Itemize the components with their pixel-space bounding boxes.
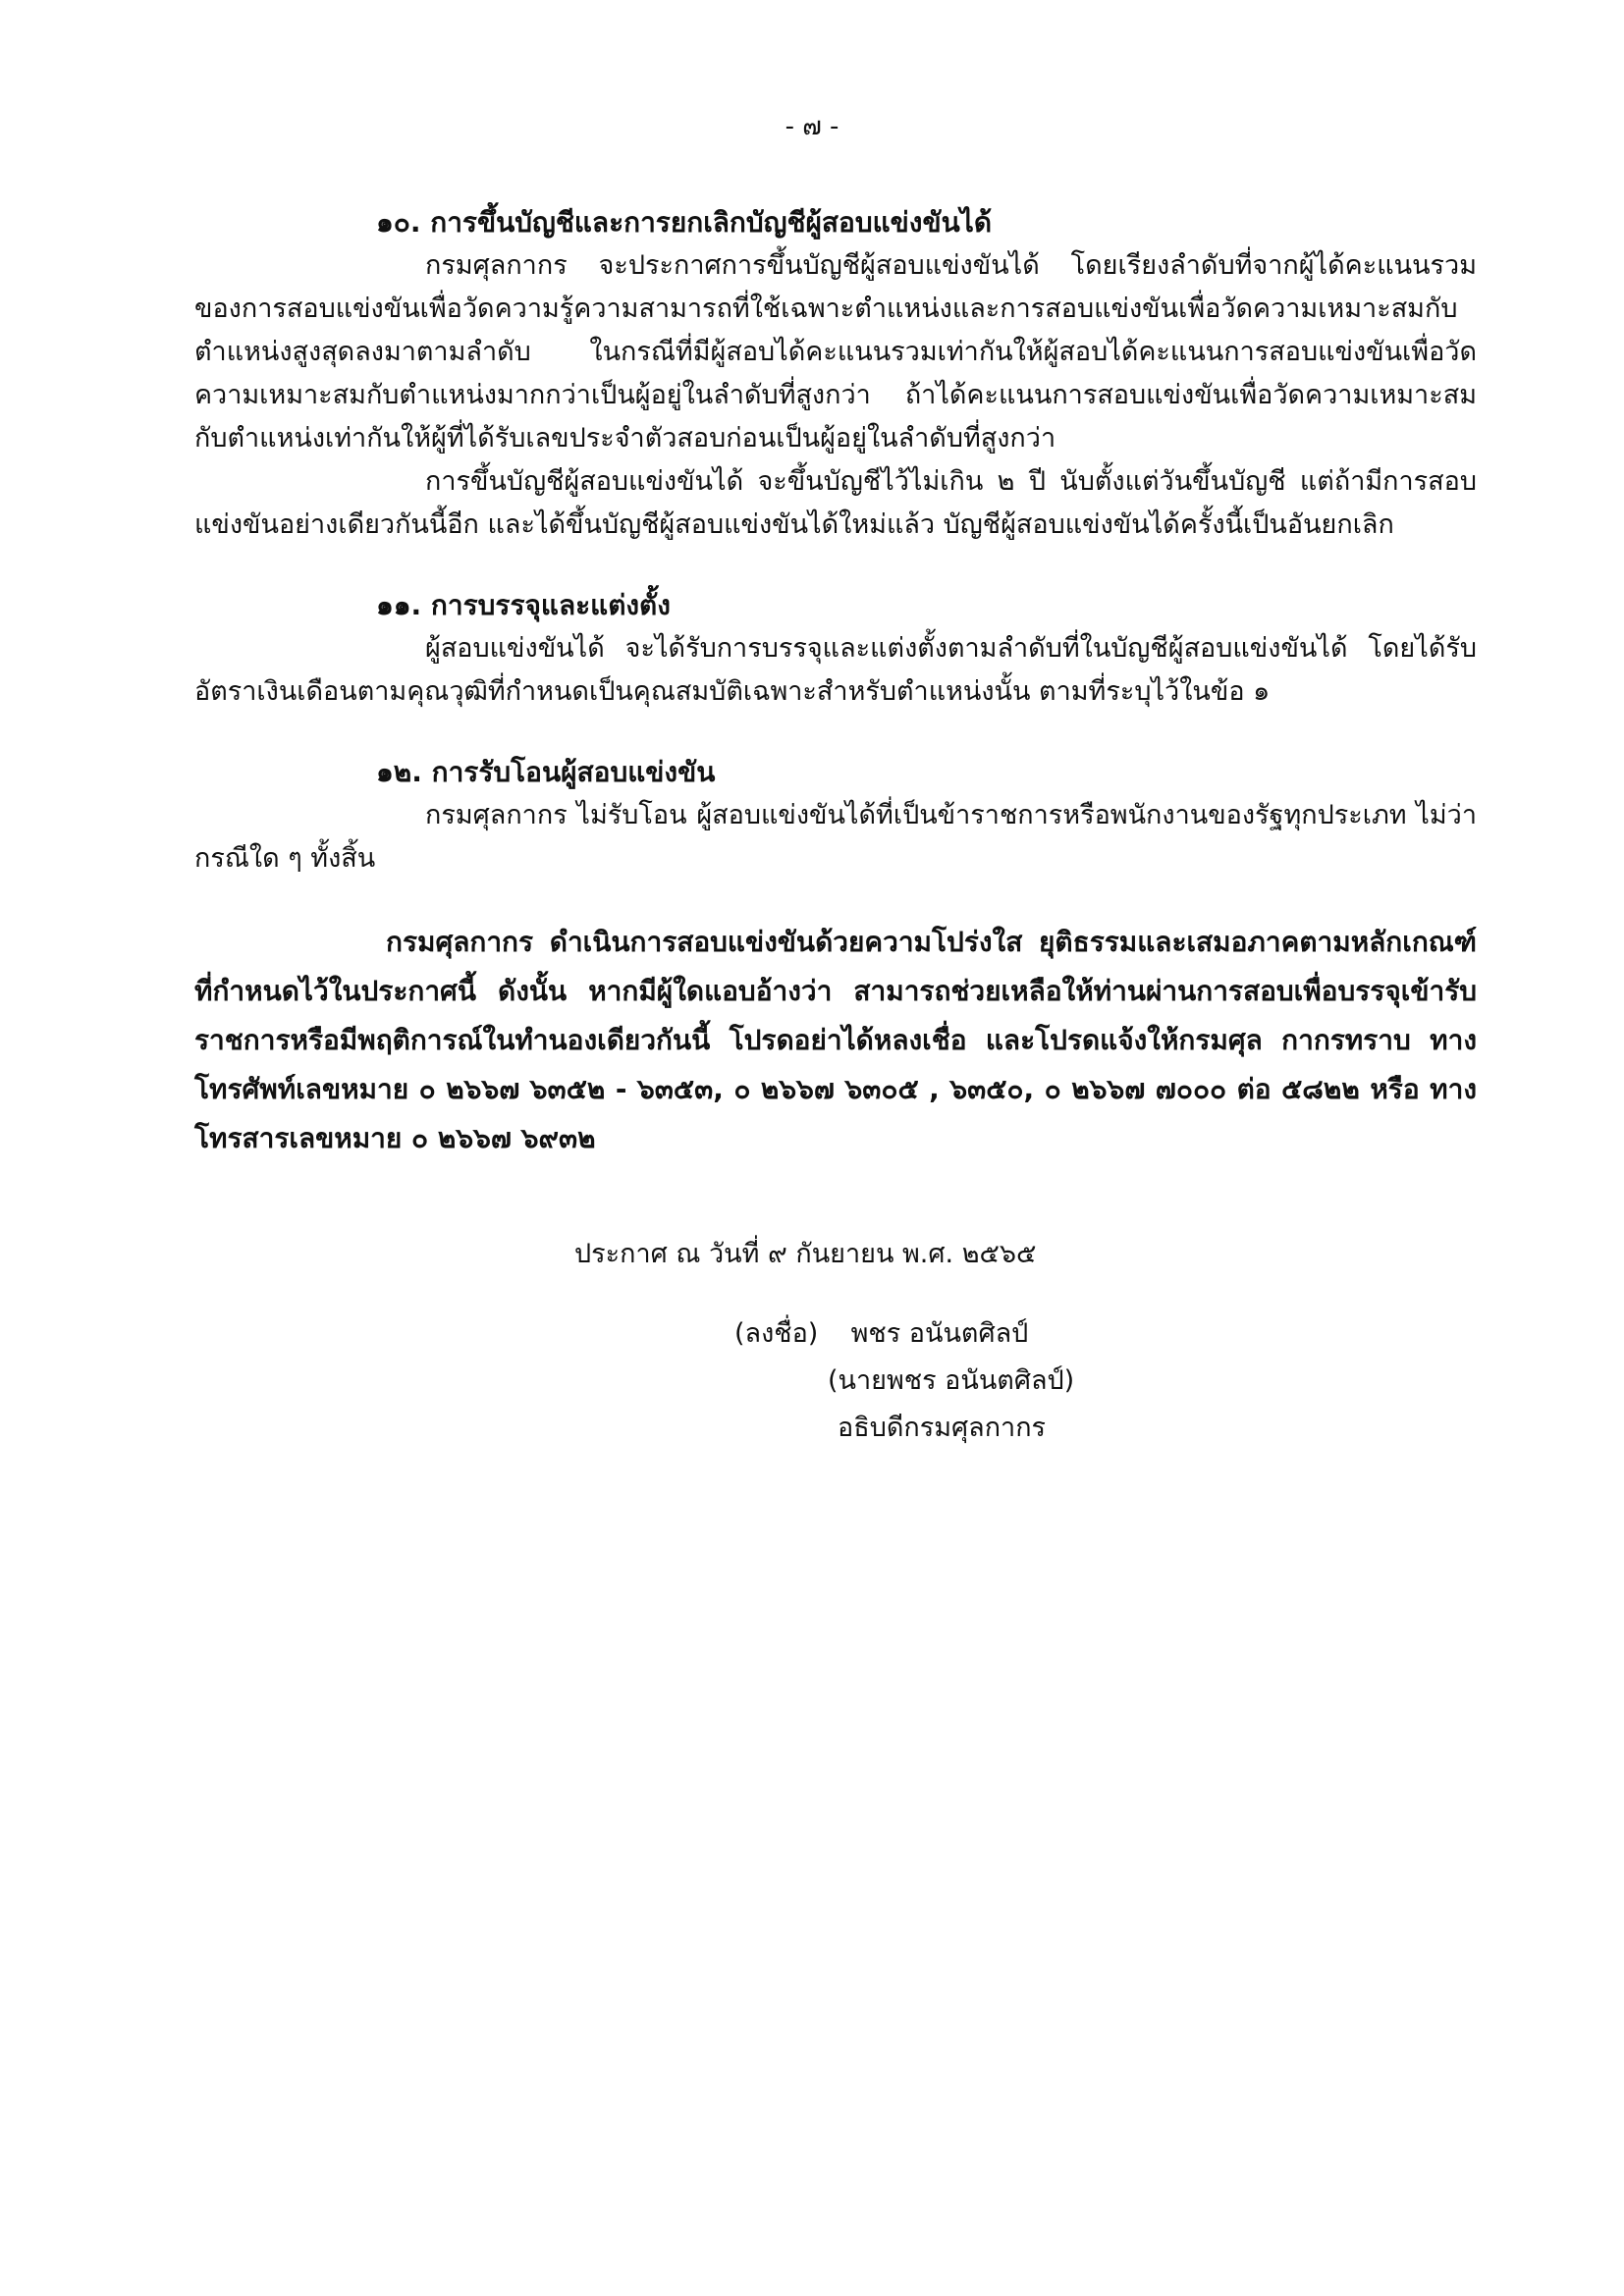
document-body [194, 201, 1477, 1163]
section-paragraph: ผู้สอบแข่งขันได้ จะได้รับการบรรจุและแต่งตั้งตามลำดับที่ในบัญชีผู้สอบแข่งขันได้ โดยได้รับอัตราเงินเดือนตามคุณวุฒิที่กำหนดเป็นคุณสมบัติเฉพาะสำหรับตำแหน่งนั้น ตามที่ระบุไว้ในข้อ ๑ [194, 633, 1477, 707]
section-10 [194, 201, 1477, 547]
signed-name: พชร อนันตศิลป์ [850, 1318, 1029, 1349]
section-12 [194, 751, 1477, 881]
signature-block [734, 1310, 1074, 1452]
signature-line [734, 1310, 1074, 1358]
section-heading: ๑๒. การรับโอนผู้สอบแข่งขัน [376, 756, 716, 788]
section-spacer [194, 714, 1477, 751]
printed-name: (นายพชร อนันตศิลป์) [828, 1365, 1075, 1396]
section-11 [194, 584, 1477, 714]
section-paragraph: กรมศุลกากร ไม่รับโอน ผู้สอบแข่งขันได้ที่เป็นข้าราชการหรือพนักงานของรัฐทุกประเภท ไม่ว่ากรณีใด ๆ ทั้งสิ้น [194, 800, 1477, 874]
section-paragraph: กรมศุลกากร จะประกาศการขึ้นบัญชีผู้สอบแข่งขันได้ โดยเรียงลำดับที่จากผู้ได้คะแนนรวมของการสอบแข่งขันเพื่อวัดความรู้ความสามารถที่ใช้เฉพาะตำแหน่งและการสอบแข่งขันเพื่อวัดความเหมาะสมกับตำแหน่งสูงสุดลงมาตามลำดับ ในกรณีที่มีผู้สอบได้คะแนนรวมเท่ากันให้ผู้สอบได้คะแนนการสอบแข่งขันเพื่อวัดความเหมาะสมกับตำแหน่งมากกว่าเป็นผู้อยู่ในลำดับที่สูงกว่า ถ้าได้คะแนนการสอบแข่งขันเพื่อวัดความเหมาะสมกับตำแหน่งเท่ากันให้ผู้ที่ได้รับเลขประจำตัวสอบก่อนเป็นผู้อยู่ในลำดับที่สูงกว่า [194, 250, 1477, 454]
announcement-date: ประกาศ ณ วันที่ ๙ กันยายน พ.ศ. ๒๕๖๕ [574, 1239, 1037, 1269]
page-number: - ๗ - [785, 112, 839, 141]
section-spacer [194, 881, 1477, 918]
transparency-notice: กรมศุลกากร ดำเนินการสอบแข่งขันด้วยความโปร่งใส ยุติธรรมและเสมอภาคตามหลักเกณฑ์ที่กำหนดไว้ในประกาศนี้ ดังนั้น หากมีผู้ใดแอบอ้างว่า สามารถช่วยเหลือให้ท่านผ่านการสอบเพื่อบรรจุเข้ารับราชการหรือมีพฤติการณ์ในทำนองเดียวกันนี้ โปรดอย่าได้หลงเชื่อ และโปรดแจ้งให้กรมศุล กากรทราบ ทางโทรศัพท์เลขหมาย ๐ ๒๖๖๗ ๖๓๕๒ - ๖๓๕๓, ๐ ๒๖๖๗ ๖๓๐๕ , ๖๓๕๐, ๐ ๒๖๖๗ ๗๐๐๐ ต่อ ๕๘๒๒ หรือ ทางโทรสารเลขหมาย ๐ ๒๖๖๗ ๖๙๓๒ [194, 926, 1477, 1154]
section-heading: ๑๐. การขึ้นบัญชีและการยกเลิกบัญชีผู้สอบแข่งขันได้ [376, 206, 993, 239]
section-spacer [194, 547, 1477, 584]
signer-title: อธิบดีกรมศุลกากร [838, 1413, 1047, 1443]
section-heading: ๑๑. การบรรจุและแต่งตั้ง [376, 589, 671, 621]
signature-prefix: (ลงชื่อ) [734, 1318, 819, 1349]
section-paragraph: การขึ้นบัญชีผู้สอบแข่งขันได้ จะขึ้นบัญชีไว้ไม่เกิน ๒ ปี นับตั้งแต่วันขึ้นบัญชี แต่ถ้ามีการสอบแข่งขันอย่างเดียวกันนี้อีก และได้ขึ้นบัญชีผู้สอบแข่งขันได้ใหม่แล้ว บัญชีผู้สอบแข่งขันได้ครั้งนี้เป็นอันยกเลิก [194, 466, 1477, 540]
